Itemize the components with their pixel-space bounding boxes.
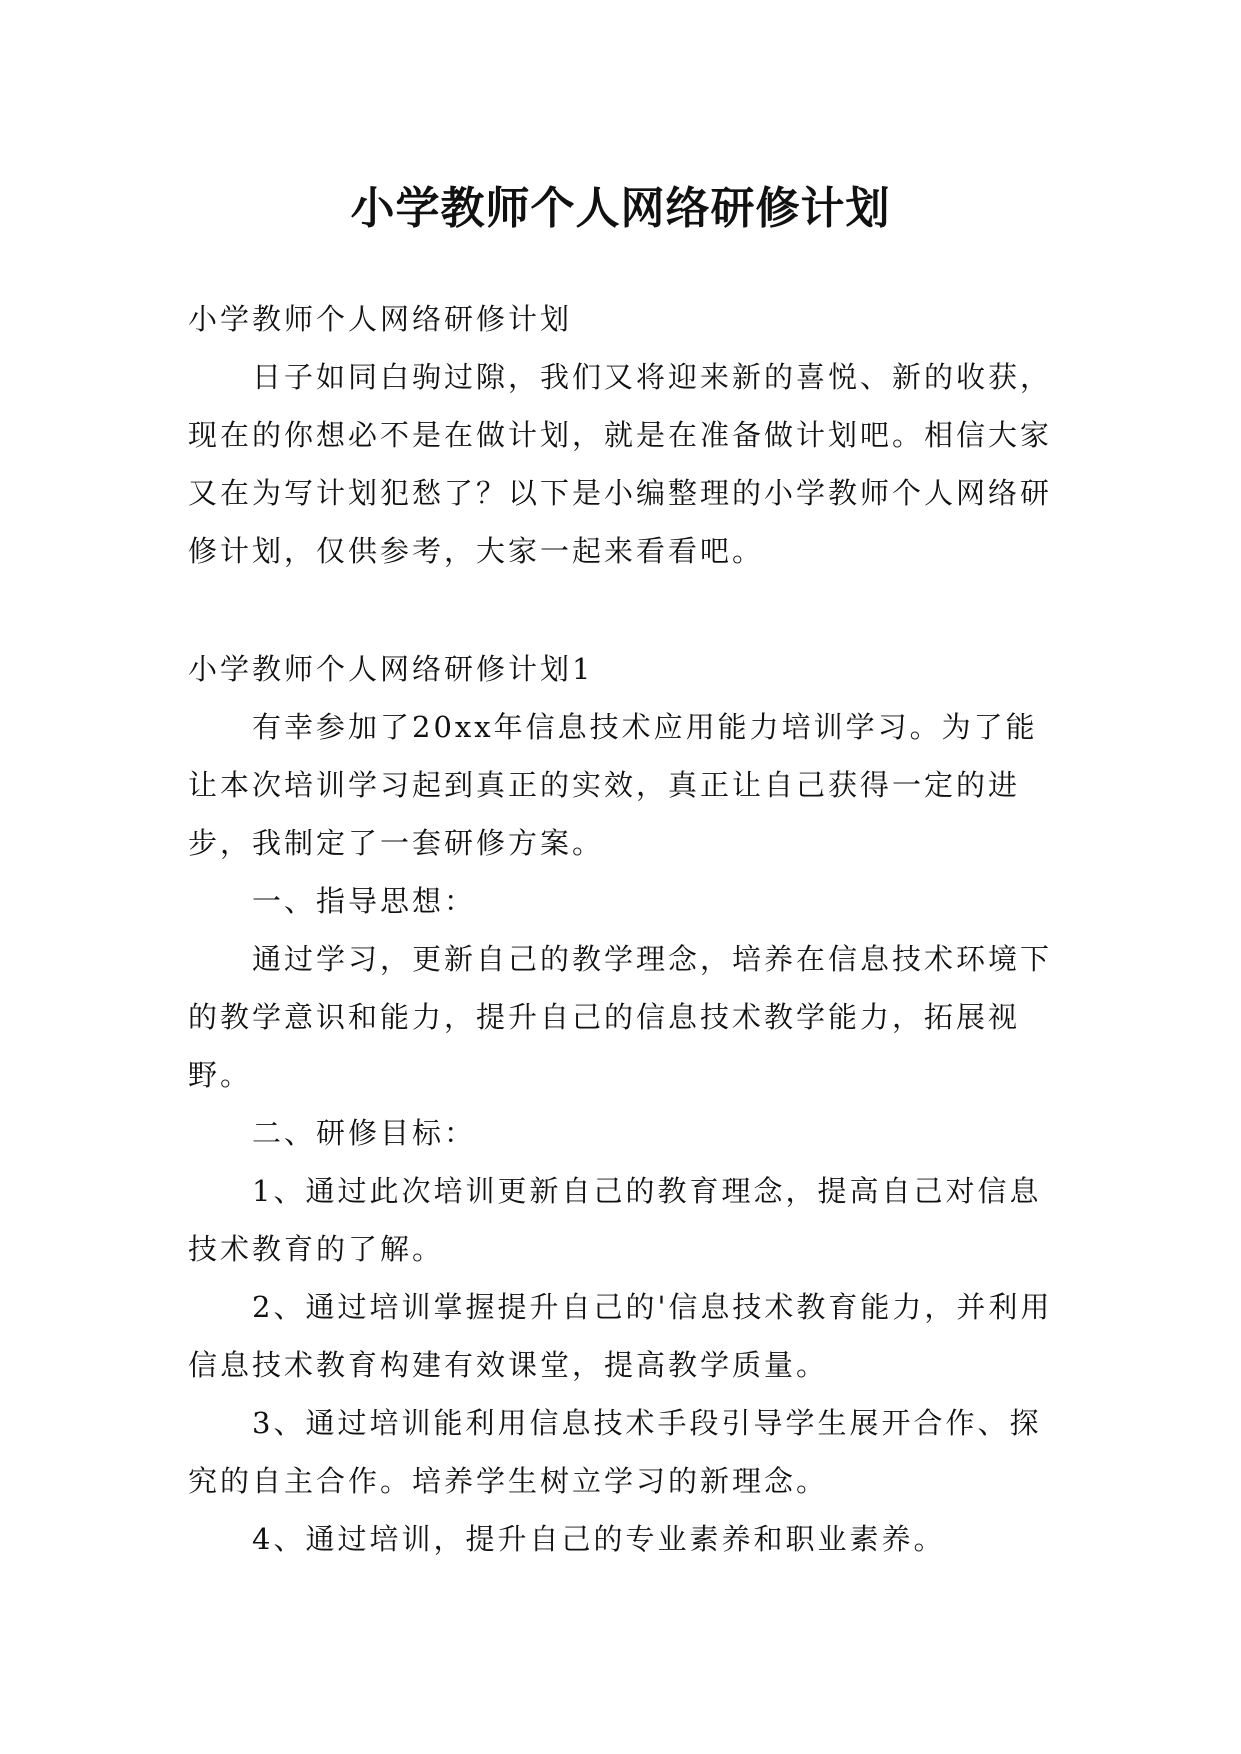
goal-item-4: 4、通过培训，提升自己的专业素养和职业素养。 xyxy=(252,1522,946,1556)
intro-block xyxy=(188,290,1058,580)
section-1-heading: 小学教师个人网络研修计划1 xyxy=(188,652,594,686)
goal-item-2: 2、通过培训掌握提升自己的'信息技术教育能力，并利用信息技术教育构建有效课堂，提高教学质量。 xyxy=(188,1290,1053,1382)
document-title: 小学教师个人网络研修计划 xyxy=(350,183,891,235)
guiding-thought-paragraph: 通过学习，更新自己的教学理念，培养在信息技术环境下的教学意识和能力，提升自己的信息技术教学能力，拓展视野。 xyxy=(188,942,1053,1092)
intro-heading: 小学教师个人网络研修计划 xyxy=(188,302,573,336)
section-1-block xyxy=(188,640,1058,1568)
goal-item-1: 1、通过此次培训更新自己的教育理念，提高自己对信息技术教育的了解。 xyxy=(188,1174,1042,1266)
intro-paragraph: 日子如同白驹过隙，我们又将迎来新的喜悦、新的收获，现在的你想必不是在做计划，就是在准备做计划吧。相信大家又在为写计划犯愁了？以下是小编整理的小学教师个人网络研修计划，仅供参考，大家一起来看看吧。 xyxy=(188,360,1053,568)
goal-item-3: 3、通过培训能利用信息技术手段引导学生展开合作、探究的自主合作。培养学生树立学习的新理念。 xyxy=(188,1406,1042,1498)
research-goals-heading: 二、研修目标： xyxy=(252,1116,477,1150)
guiding-thought-heading: 一、指导思想： xyxy=(252,884,477,918)
section-1-paragraph-1: 有幸参加了20xx年信息技术应用能力培训学习。为了能让本次培训学习起到真正的实效，真正让自己获得一定的进步，我制定了一套研修方案。 xyxy=(188,710,1038,860)
